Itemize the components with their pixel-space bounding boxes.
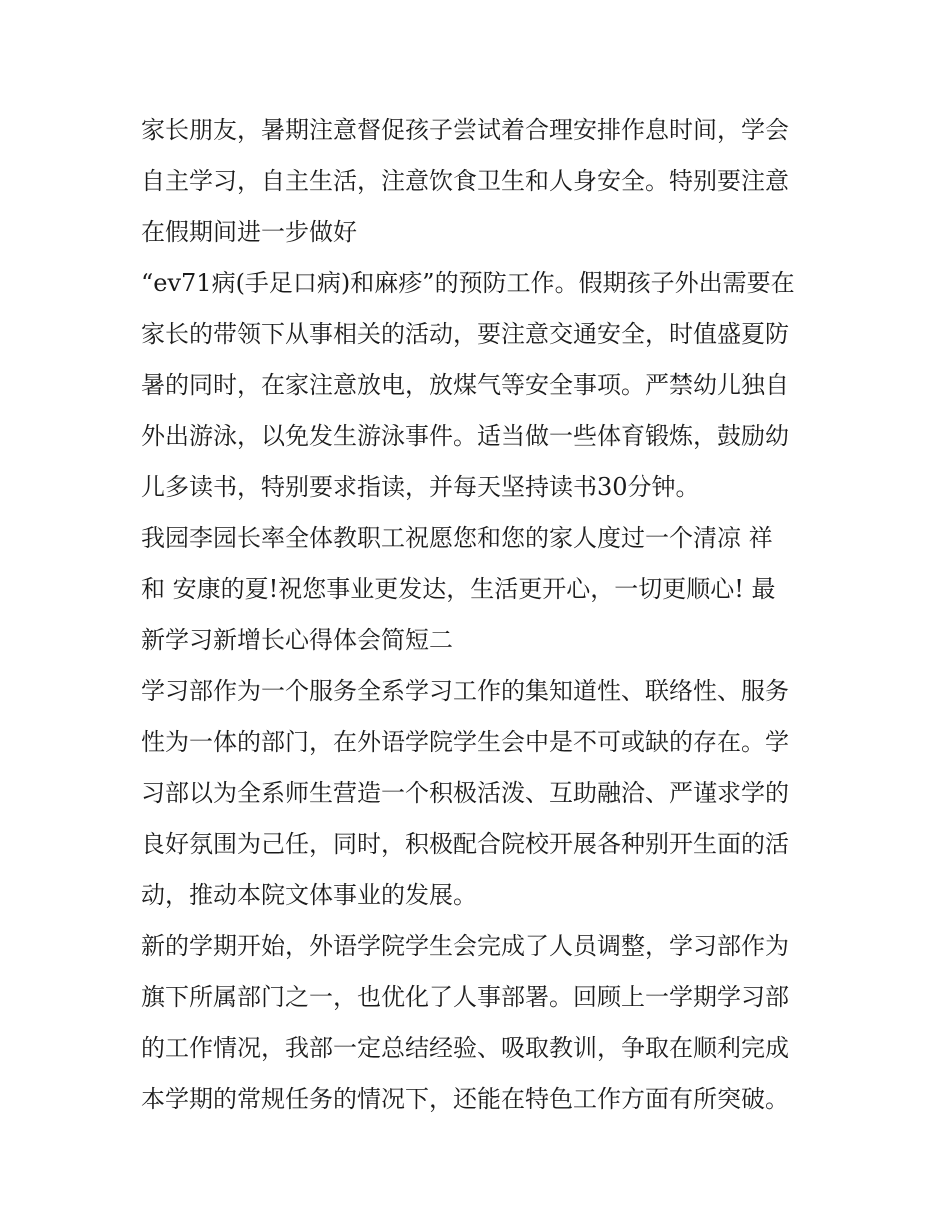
text-line: 旗下所属部门之一，也优化了人事部署。回顾上一学期学习部 bbox=[141, 983, 789, 1011]
text-line: 良好氛围为己任，同时，积极配合院校开展各种别开生面的活 bbox=[141, 830, 789, 858]
text-line: 我园李园长率全体教职工祝愿您和您的家人度过一个清凉 祥 bbox=[141, 524, 773, 552]
body-text bbox=[141, 105, 821, 1125]
text-line: 动，推动本院文体事业的发展。 bbox=[141, 881, 477, 909]
text-line: 在假期间进一步做好 bbox=[141, 218, 357, 246]
text-line: 本学期的常规任务的情况下，还能在特色工作方面有所突破。 bbox=[141, 1085, 789, 1113]
text-line: 暑的同时，在家注意放电，放煤气等安全事项。严禁幼儿独自 bbox=[141, 371, 789, 399]
text-line: 习部以为全系师生营造一个积极活泼、互助融洽、严谨求学的 bbox=[141, 779, 789, 807]
text-line: 自主学习，自主生活，注意饮食卫生和人身安全。特别要注意 bbox=[141, 167, 789, 195]
text-line: 家长的带领下从事相关的活动，要注意交通安全，时值盛夏防 bbox=[141, 320, 789, 348]
text-line: 外出游泳，以免发生游泳事件。适当做一些体育锻炼，鼓励幼 bbox=[141, 422, 789, 450]
text-line: 儿多读书，特别要求指读，并每天坚持读书30分钟。 bbox=[141, 473, 700, 501]
text-line: 和 安康的夏!祝您事业更发达，生活更开心，一切更顺心! 最 bbox=[141, 575, 776, 603]
text-line: 性为一体的部门，在外语学院学生会中是不可或缺的存在。学 bbox=[141, 728, 789, 756]
text-line: “ev71病(手足口病)和麻疹”的预防工作。假期孩子外出需要在 bbox=[141, 269, 795, 297]
text-line: 新学习新增长心得体会简短二 bbox=[141, 626, 453, 654]
text-line: 的工作情况，我部一定总结经验、吸取教训，争取在顺利完成 bbox=[141, 1034, 789, 1062]
text-line: 新的学期开始，外语学院学生会完成了人员调整，学习部作为 bbox=[141, 932, 789, 960]
text-line: 学习部作为一个服务全系学习工作的集知道性、联络性、服务 bbox=[141, 677, 789, 705]
text-line: 家长朋友，暑期注意督促孩子尝试着合理安排作息时间，学会 bbox=[141, 116, 789, 144]
